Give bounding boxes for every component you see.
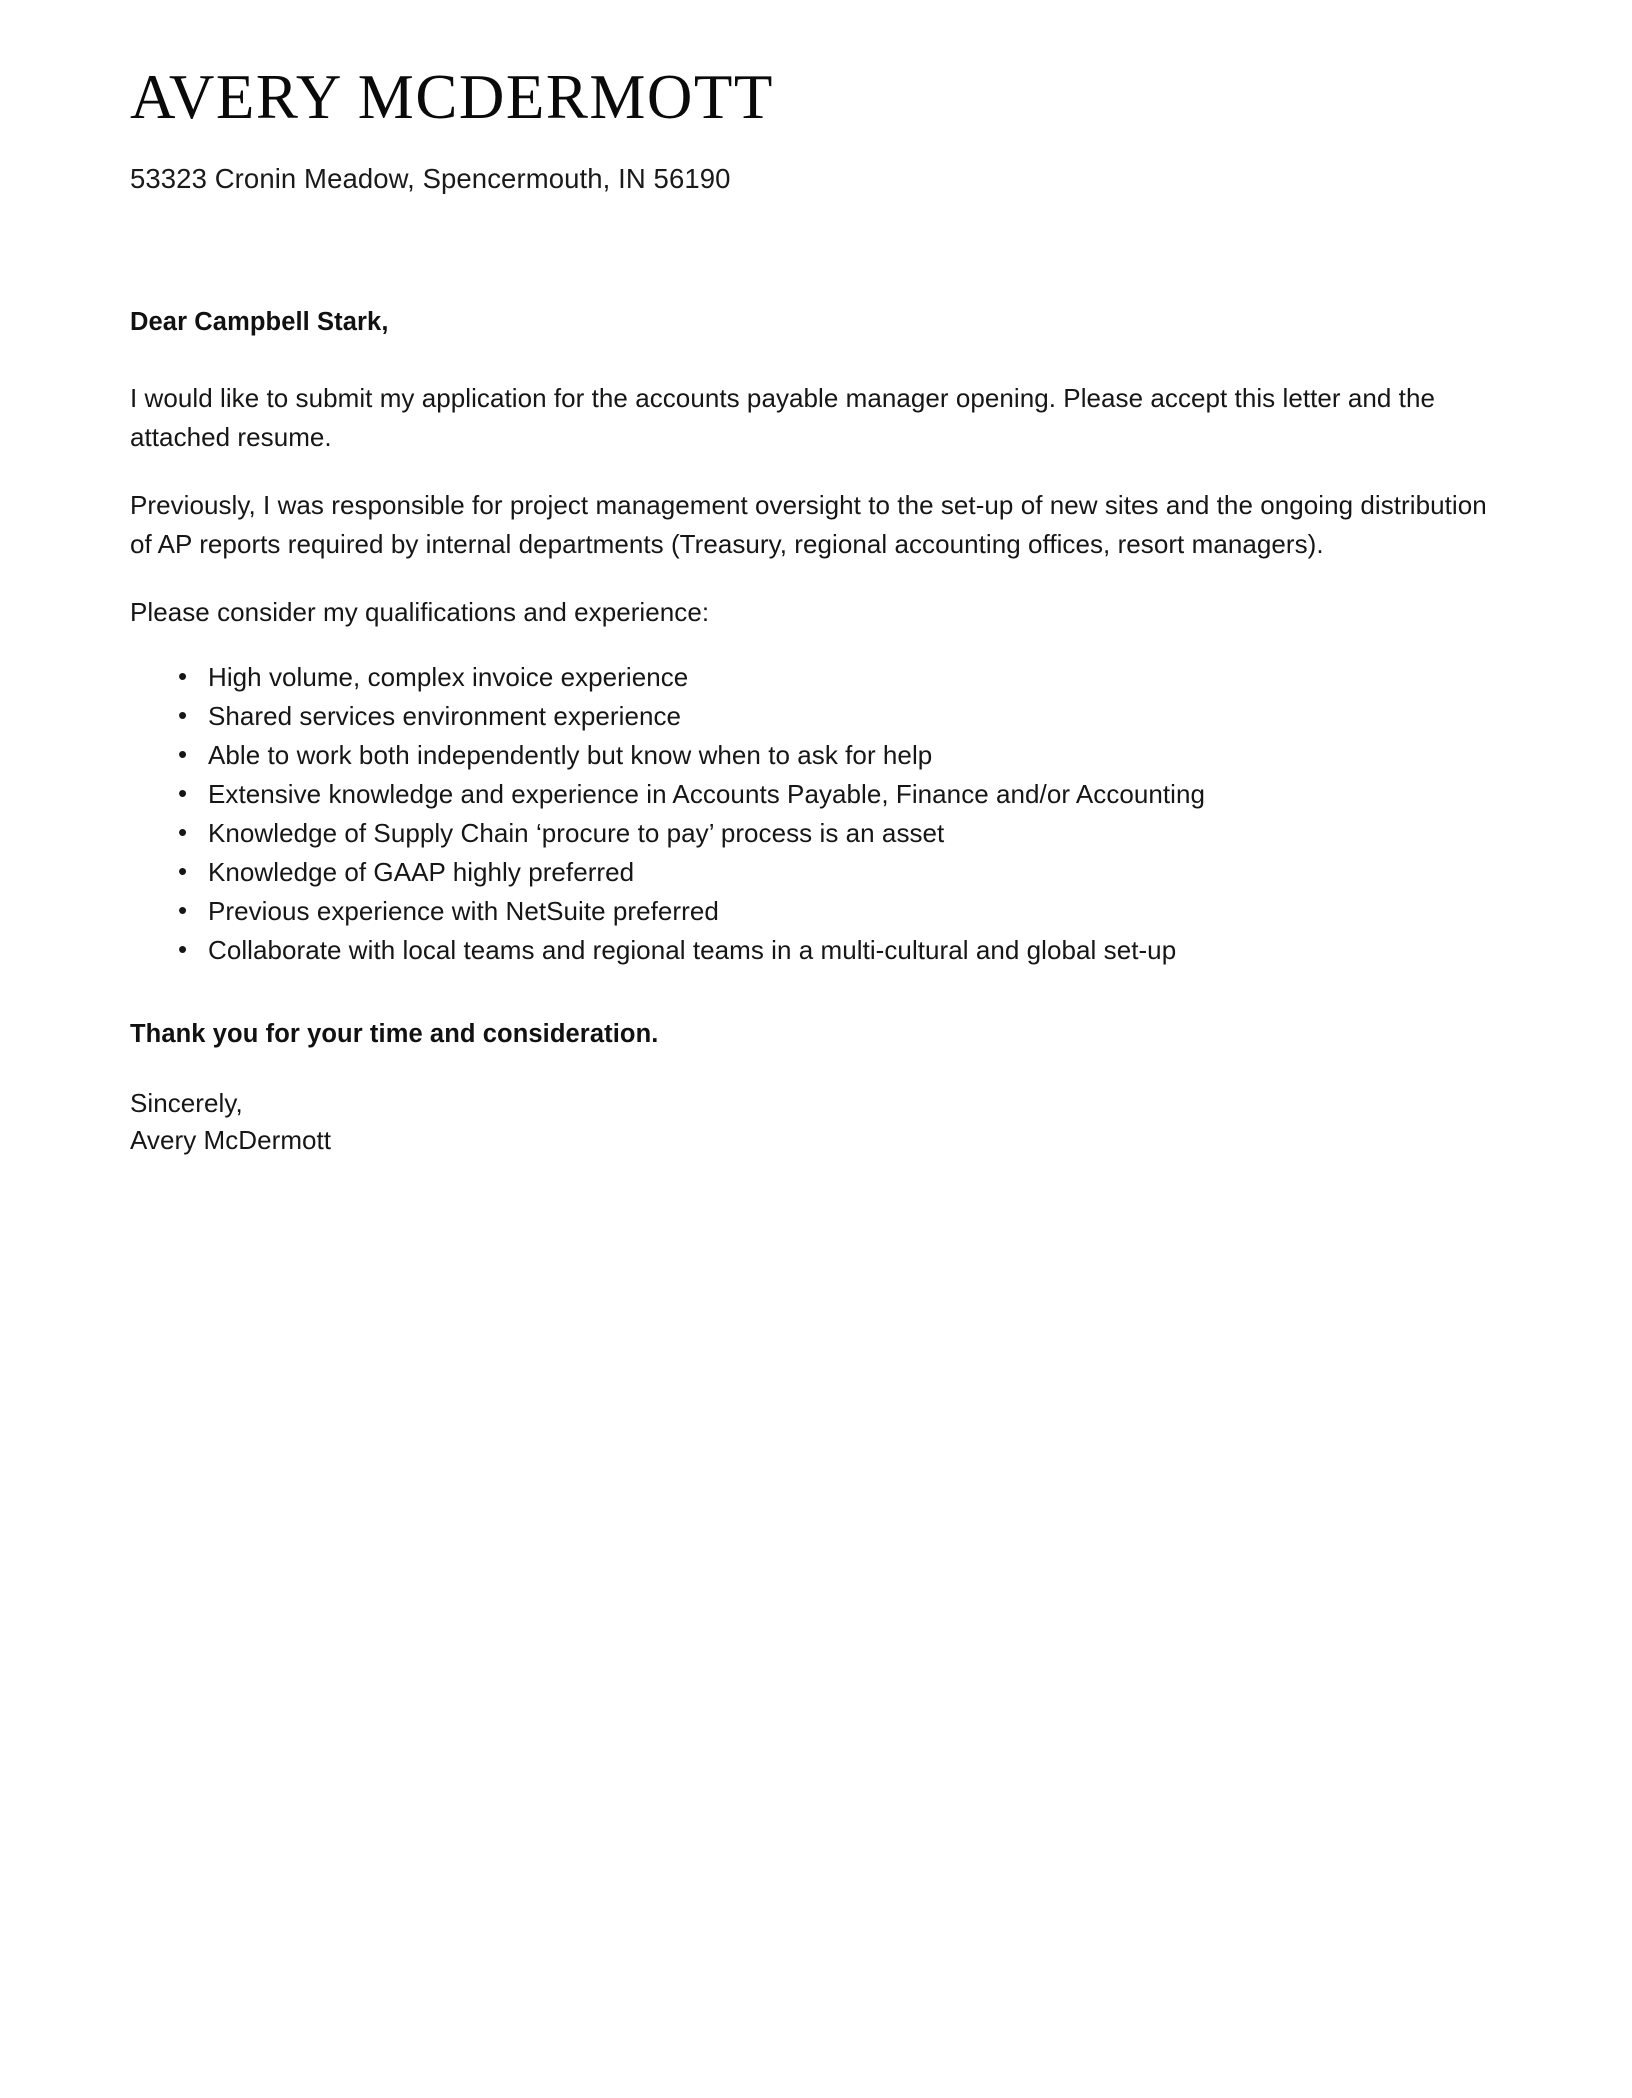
letter-content — [130, 60, 1490, 1159]
list-item: • High volume, complex invoice experience — [178, 658, 1490, 697]
list-item: • Knowledge of Supply Chain ‘procure to pay’ process is an asset — [178, 814, 1490, 853]
letter-body — [130, 304, 1490, 1158]
salutation: Dear Campbell Stark, — [130, 308, 389, 337]
page-title: AVERY MCDERMOTT — [130, 62, 774, 132]
sender-address: 53323 Cronin Meadow, Spencermouth, IN 56190 — [130, 163, 731, 195]
signature-block — [130, 1085, 1490, 1159]
closing-thanks: Thank you for your time and consideration. — [130, 1019, 659, 1048]
qualifications-list — [130, 658, 1490, 970]
qualifications-lead-in: Please consider my qualifications and experience: — [130, 597, 710, 628]
list-item: • Collaborate with local teams and regional teams in a multi-cultural and global set-up — [178, 931, 1490, 970]
list-item: • Shared services environment experience — [178, 697, 1490, 736]
body-paragraph-2: Previously, I was responsible for project management oversight to the set-up of new sites and the ongoing distribution of AP reports required by internal departments (Treasury, regional accounting offices, resort managers). — [130, 490, 1487, 559]
sign-off-line: Sincerely, — [130, 1087, 243, 1118]
signature-name: Avery McDermott — [130, 1124, 332, 1155]
list-item: • Able to work both independently but know when to ask for help — [178, 736, 1490, 775]
list-item: • Extensive knowledge and experience in Accounts Payable, Finance and/or Accounting — [178, 775, 1490, 814]
body-paragraph-1: I would like to submit my application for the accounts payable manager opening. Please accept this letter and the attached resume. — [130, 383, 1435, 452]
list-item: • Previous experience with NetSuite preferred — [178, 892, 1490, 931]
list-item: • Knowledge of GAAP highly preferred — [178, 853, 1490, 892]
